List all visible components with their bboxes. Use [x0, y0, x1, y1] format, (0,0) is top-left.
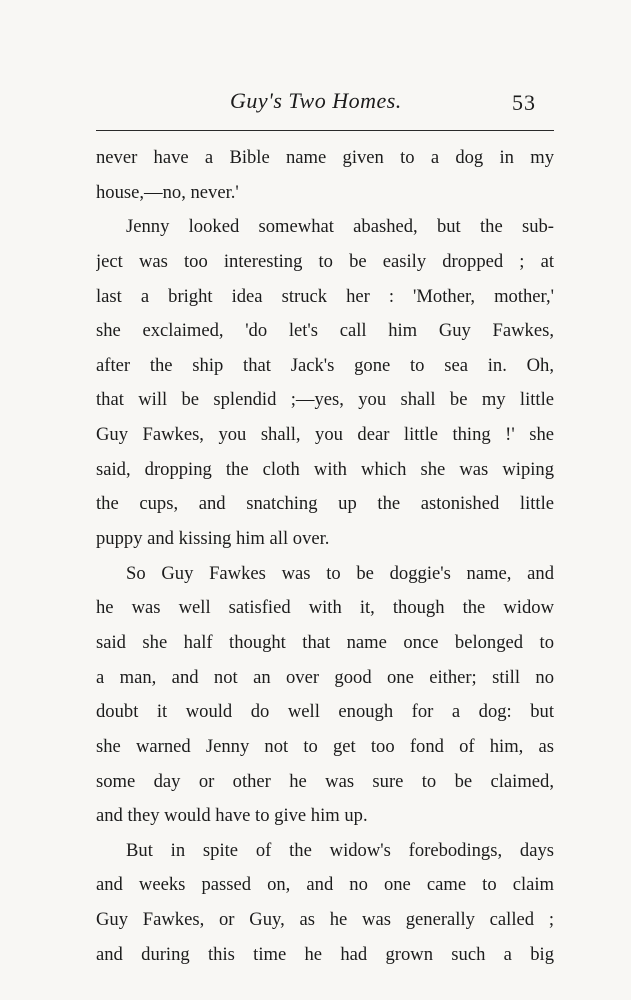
text-line: Guy Fawkes, you shall, you dear little thing !' she: [96, 424, 554, 446]
page-number: 53: [512, 90, 536, 115]
text-line: some day or other he was sure to be claimed,: [96, 770, 554, 792]
text-line: house,—no, never.': [96, 181, 239, 203]
paragraph-first-line: Jenny looked somewhat abashed, but the sub-: [126, 216, 554, 238]
text-line: and during this time he had grown such a big: [96, 943, 554, 965]
text-line: Guy Fawkes, or Guy, as he was generally called ;: [96, 909, 554, 931]
body-text: [96, 141, 554, 972]
text-line: last a bright idea struck her : 'Mother, mother,': [96, 285, 554, 307]
text-line: said she half thought that name once belonged to: [96, 631, 554, 653]
running-header: [0, 88, 631, 124]
text-line: never have a Bible name given to a dog in my: [96, 147, 554, 168]
paragraph-first-line: But in spite of the widow's forebodings, days: [126, 839, 554, 861]
header-rule: [96, 130, 554, 131]
text-line: she warned Jenny not to get too fond of him, as: [96, 735, 554, 757]
running-title: Guy's Two Homes.: [230, 88, 402, 113]
text-line: and weeks passed on, and no one came to claim: [96, 874, 554, 896]
paragraph-first-line: So Guy Fawkes was to be doggie's name, and: [126, 562, 554, 584]
text-line: a man, and not an over good one either; still no: [96, 666, 554, 688]
text-line: said, dropping the cloth with which she was wiping: [96, 458, 554, 480]
text-line: the cups, and snatching up the astonished little: [96, 493, 554, 515]
text-line: after the ship that Jack's gone to sea in. Oh,: [96, 354, 554, 376]
text-line: and they would have to give him up.: [96, 805, 368, 827]
text-line: puppy and kissing him all over.: [96, 528, 330, 550]
text-line: that will be splendid ;—yes, you shall be my little: [96, 389, 554, 411]
text-line: he was well satisfied with it, though the widow: [96, 597, 554, 619]
text-line: ject was too interesting to be easily dropped ; at: [96, 250, 554, 272]
text-line: doubt it would do well enough for a dog: but: [96, 701, 554, 723]
text-line: she exclaimed, 'do let's call him Guy Fawkes,: [96, 320, 554, 342]
